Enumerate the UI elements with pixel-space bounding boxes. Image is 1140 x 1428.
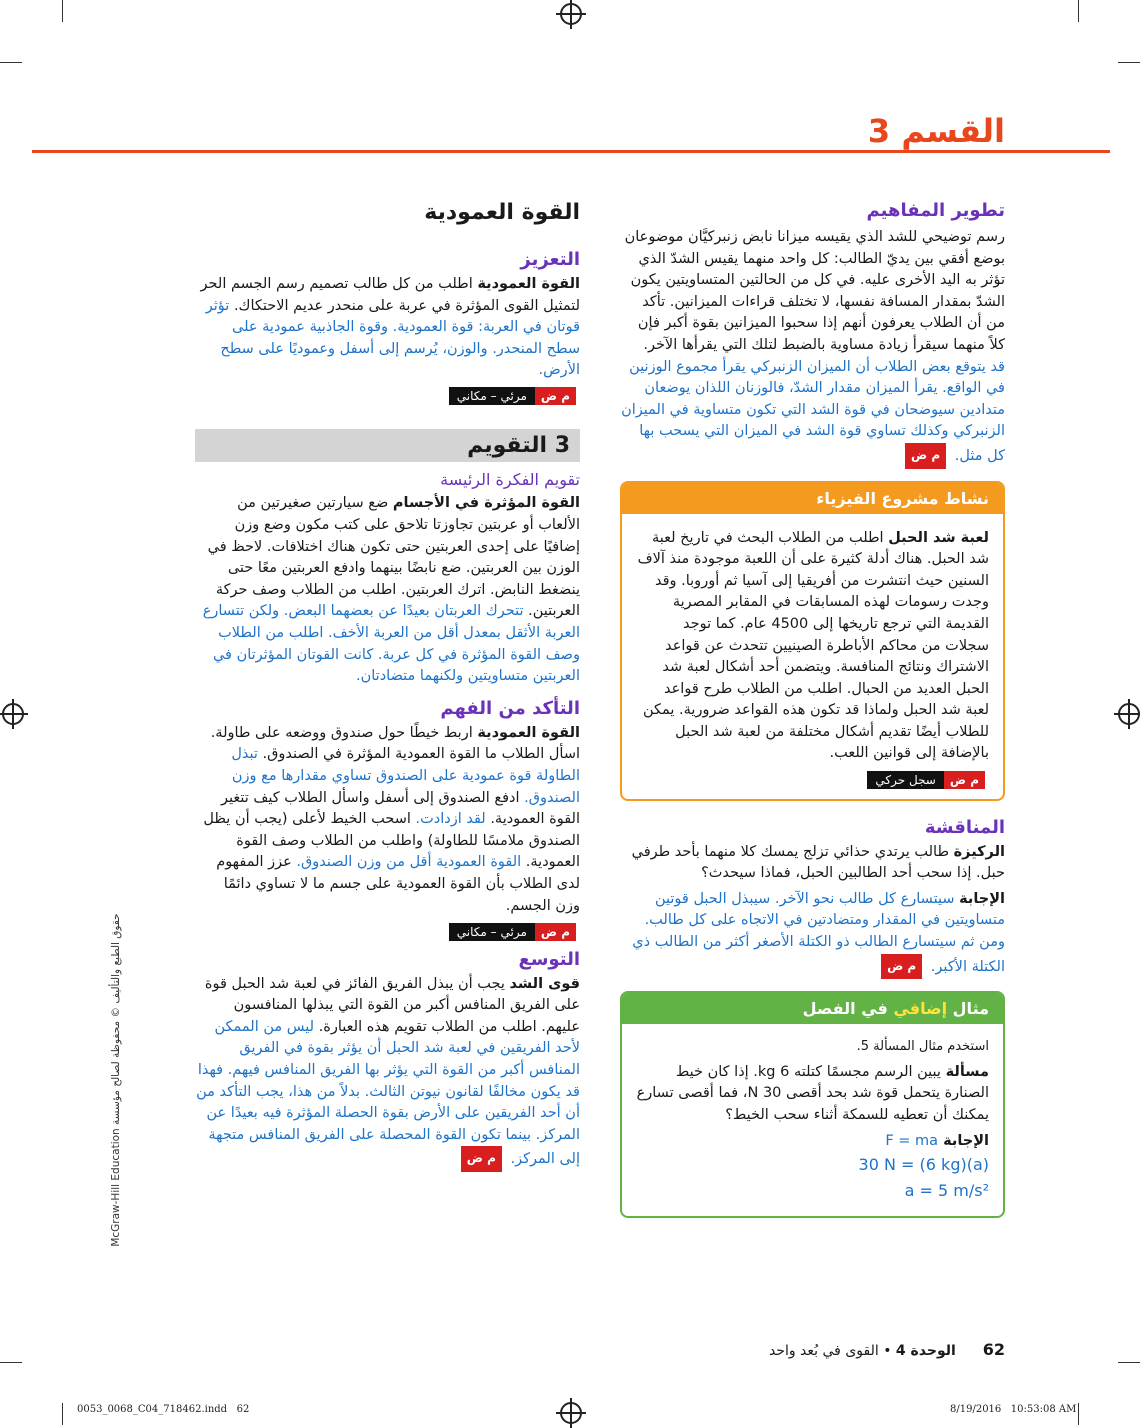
crop-mark: [1078, 1403, 1079, 1425]
dev-blue-text: قد يتوقع بعض الطلاب أن الميزان الزنبركي يقرأ مجموع الوزنين في الواقع. يقرأ الميزان مقدار الشدّ، فالوزنان اللذان يوضعان متدادين سيوضحان في قوة الشد التي تكون متساوية في الميزان الزنبركي وكذلك تساوي قوة الشد في الميزان التي يسحب بها كل مثل. م ض: [620, 357, 1005, 469]
equation-1: F = ma: [885, 1132, 939, 1149]
module-label: الوحدة 4: [895, 1343, 956, 1359]
assessment-subheading: تقويم الفكرة الرئيسة: [440, 470, 580, 490]
example-question: مسألة يبين الرسم مجسمًا كتلته 6 kg. إذا كان خيط الصنارة يتحمل قوة شد بحد أقصى 30 N، فما أقصى تسارع يمكنك أن تعطيه للسمكة أثناء سحب الخيط؟: [636, 1063, 989, 1123]
crop-mark: [0, 62, 22, 63]
copyright-side-text: حقوق الطبع والتأليف © محفوظة لصالح مؤسسة McGraw-Hill Education: [110, 913, 122, 1247]
check-text: القوة العمودية اربط خيطًا حول صندوق ووضعه على طاولة. اسأل الطلاب ما القوة العمودية المؤثرة في الصندوق. تبذل الطاولة قوة عمودية على الصندوق تساوي مقدارها مع وزن الصندوق. ادفع الصندوق إلى أسفل واسأل الطلاب كيف تتغير القوة العمودية. لقد ازدادت. اسحب الخيط لأعلى (يجب أن يظل الصندوق ملامسًا للطاولة) واطلب من الطلاب وصف القوة العمودية. القوة العمودية أقل من وزن الصندوق. عزز المفهوم لدى الطلاب بأن القوة العمودية على جسم ما لا تساوي دائمًا وزن الجسم.: [203, 724, 580, 914]
expand-heading: التوسع: [518, 948, 580, 970]
crop-mark: [1118, 62, 1140, 63]
check-heading: التأكد من الفهم: [440, 697, 580, 719]
crop-mark: [0, 1362, 22, 1363]
reinforce-tag: مرئي – مكاني: [449, 387, 535, 405]
badge-ms: م ض: [535, 923, 576, 941]
left-column: [195, 200, 580, 1172]
badge-ms: م ض: [461, 1146, 502, 1172]
example-title: مثال إضافي في الفصل: [622, 993, 1003, 1024]
section-title: القسم 3: [867, 112, 1005, 150]
header-rule: [32, 150, 1110, 153]
example-use: استخدم مثال المسألة 5.: [856, 1039, 989, 1055]
file-date: 8/19/2016 10:53:08 AM: [950, 1404, 1077, 1415]
assessment-banner: 3 التقويم: [195, 429, 580, 462]
equation-3: a = 5 m/s²: [904, 1181, 989, 1201]
page-number: 62: [982, 1340, 1005, 1359]
crop-mark: [1078, 0, 1079, 22]
crop-mark: [62, 0, 63, 22]
reinforce-text: القوة العمودية اطلب من كل طالب تصميم رسم الجسم الحر لتمثيل القوى المؤثرة في عربة على منحدر عديم الاحتكاك. تؤثر قوتان في العربة: قوة العمودية. وقوة الجاذبية عمودية على سطح المنحدر. والوزن، يُرسم إلى أسفل وعموديًا على سطح الأرض.: [200, 276, 580, 379]
equation-2: 30 N = (6 kg)(a): [858, 1155, 989, 1175]
crop-mark: [62, 1403, 63, 1425]
dev-heading: تطوير المفاهيم: [866, 200, 1005, 221]
file-slug: 0053_0068_C04_718462.indd 62: [77, 1404, 250, 1415]
badge-ms: م ض: [535, 387, 576, 405]
discussion-heading: المناقشة: [924, 816, 1005, 838]
normal-force-title: القوة العمودية: [424, 200, 580, 225]
page-footer: 62 الوحدة 4 • القوى في بُعد واحد: [768, 1340, 1005, 1359]
assessment-text: القوة المؤثرة في الأجسام ضع سيارتين صغيرتين من الألعاب أو عربتين تجاوزتا تلاحق على كتب مكون وضع وزن إضافيًا على إحدى العربتين حتى تكون هناك اختلافات. لاحظ في الوزن بين العربتين. ضع نابضًا بينهما وادفع العربتين معًا حتى ينضغط النابض. اترك العربتين. اطلب من الطلاب وصف حركة العربتين. تتحرك العربتان بعيدًا عن بعضهما البعض. ولكن تتسارع العربة الأثقل بمعدل أقل من العربة الأخف. اطلب من الطلاب وصف القوة المؤثرة في كل عربة. كانت القوتان المؤثرتان في العربتين متساويتين ولكنهما متضادتان.: [202, 495, 580, 685]
module-title: القوى في بُعد واحد: [768, 1343, 879, 1359]
activity-heading: لعبة شد الحبل: [888, 529, 989, 546]
badge-ms: م ض: [905, 443, 946, 469]
expand-text: قوى الشد يجب أن يبذل الفريق الفائز في لعبة شد الحبل قوة على الفريق المنافس أكبر من القوة التي يبذلها المنافسون عليهم. اطلب من الطلاب تقويم هذه العبارة. ليس من الممكن لأحد الفريقين في لعبة شد الحبل أن يؤثر بقوة في الفريق المنافس أكبر من القوة التي يؤثر بها الفريق المنافس فيهم. فهذا قد يكون مخالفًا لقانون نيوتن الثالث. بدلاً من هذا، يجب التأكد من أن أحد الفريقين على الأرض بقوة الحصلة المؤثرة فيه بعيدًا عن المركز. بينما تكون القوة المحصلة على الفريق المنافس متجهة إلى المركز. م ض: [195, 974, 580, 1172]
registration-mark-icon: [560, 3, 582, 25]
registration-mark-icon: [560, 1402, 582, 1424]
reinforce-heading: التعزيز: [520, 249, 580, 270]
check-tag: مرئي – مكاني: [449, 923, 535, 941]
crop-mark: [1118, 1362, 1140, 1363]
discussion-question: الركيزة طالب يرتدي حذائي تزلج يمسك كلا منهما بأحد طرفي حبل. إذا سحب أحد الطالبين الحبل، فماذا سيحدث؟: [631, 843, 1005, 882]
dev-text: رسم توضيحي للشد الذي يقيسه ميزانا نابض زنبركيَّان موضوعان بوضع أفقي بين يديّ الطالب: كل واحد منهما يقيس الشدّ الذي تؤثر به اليد الأخرى عليه. في كل من الحالتين المتساويتين يكون الشدّ بمقدار المسافة نفسها، لا تختلف قراءات الميزانين. تأكد من أن الطلاب يعرفون أنهم إذا سحبوا الميزانين بقوة أكبر فإن كلاً منهما سيقرأ زيادة مساوية بالضبط لتلك التي يقرأها الآخر.: [624, 229, 1005, 353]
activity-text: لعبة شد الحبل اطلب من الطلاب البحث في تاريخ لعبة شد الحبل. هناك أدلة كثيرة على أن اللعبة موجودة منذ آلاف السنين حيث انتشرت من أفريقيا إلى آسيا ثم أوروبا. وقد وجدت رسومات لهذه المسابقات في المقابر المصرية القديمة التي ترجع تاريخها إلى 4500 عام. كما توجد سجلات من محاكم الأباطرة الصينيين تتحدث عن قواعد الاشتراك ونتائج المنافسة. ويتضمن أحد أشكال لعبة شد الحبل العديد من الحبال. اطلب من الطلاب طرح قواعد لعبة شد الحبل ولماذا قد تكون هذه القواعد ضرورية. يمكن للطلاب أيضًا تقديم أشكال مختلفة من لعبة شد الحبل بالإضافة إلى قوانين اللعب.: [637, 529, 989, 762]
registration-mark-icon: [1118, 703, 1140, 725]
example-box: [620, 991, 1005, 1218]
activity-title: نشاط مشروع الفيزياء: [622, 483, 1003, 514]
registration-mark-icon: [2, 703, 24, 725]
discussion-answer: الإجابة سيتسارع كل طالب نحو الآخر. سيبذل الحبل قوتين متساويتين في المقدار ومتضادتين في الاتجاه على كل طالب. ومن ثم سيتسارع الطالب ذو الكتلة الأصغر أكثر من الطالب ذي الكتلة الأكبر. م ض: [620, 889, 1005, 979]
right-column: [620, 200, 1005, 1218]
activity-tag: سجل حركي: [867, 771, 943, 789]
badge-ms: م ض: [881, 954, 922, 980]
activity-box: [620, 481, 1005, 801]
badge-ms: م ض: [944, 771, 985, 789]
example-answer-label: الإجابة F = ma: [885, 1132, 989, 1149]
